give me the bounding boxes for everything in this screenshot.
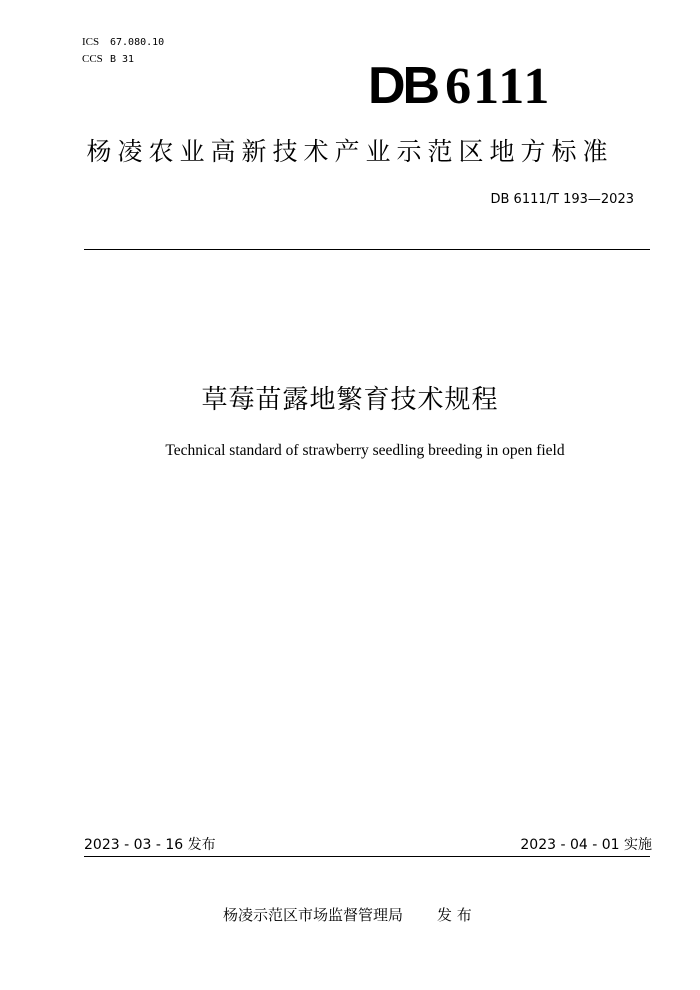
ics-label: ICS <box>82 36 100 48</box>
document-title-english: Technical standard of strawberry seedling breeding in open field <box>165 442 565 459</box>
standard-type-heading: 杨凌农业高新技术产业示范区地方标准 <box>86 137 614 166</box>
ccs-label: CCS <box>82 53 103 65</box>
issuing-authority <box>223 904 472 926</box>
issue-word: 发 布 <box>437 906 472 924</box>
top-divider <box>84 249 650 250</box>
classification-codes <box>82 34 164 68</box>
document-title-chinese: 草莓苗露地繁育技术规程 <box>201 385 499 415</box>
db-code: 6111 <box>445 58 552 115</box>
ics-line <box>82 34 164 51</box>
publish-date: 2023 - 03 - 16 发布 <box>84 837 216 853</box>
standard-number: DB 6111/T 193—2023 <box>490 192 634 207</box>
db-standard-logo <box>368 56 551 117</box>
db-prefix: DB <box>368 57 438 115</box>
ccs-value: B 31 <box>110 54 135 65</box>
ics-value: 67.080.10 <box>110 37 165 48</box>
issuer-name: 杨凌示范区市场监督管理局 <box>223 906 404 924</box>
implementation-date: 2023 - 04 - 01 实施 <box>520 837 652 853</box>
ccs-line <box>82 51 164 68</box>
bottom-divider <box>84 856 650 857</box>
